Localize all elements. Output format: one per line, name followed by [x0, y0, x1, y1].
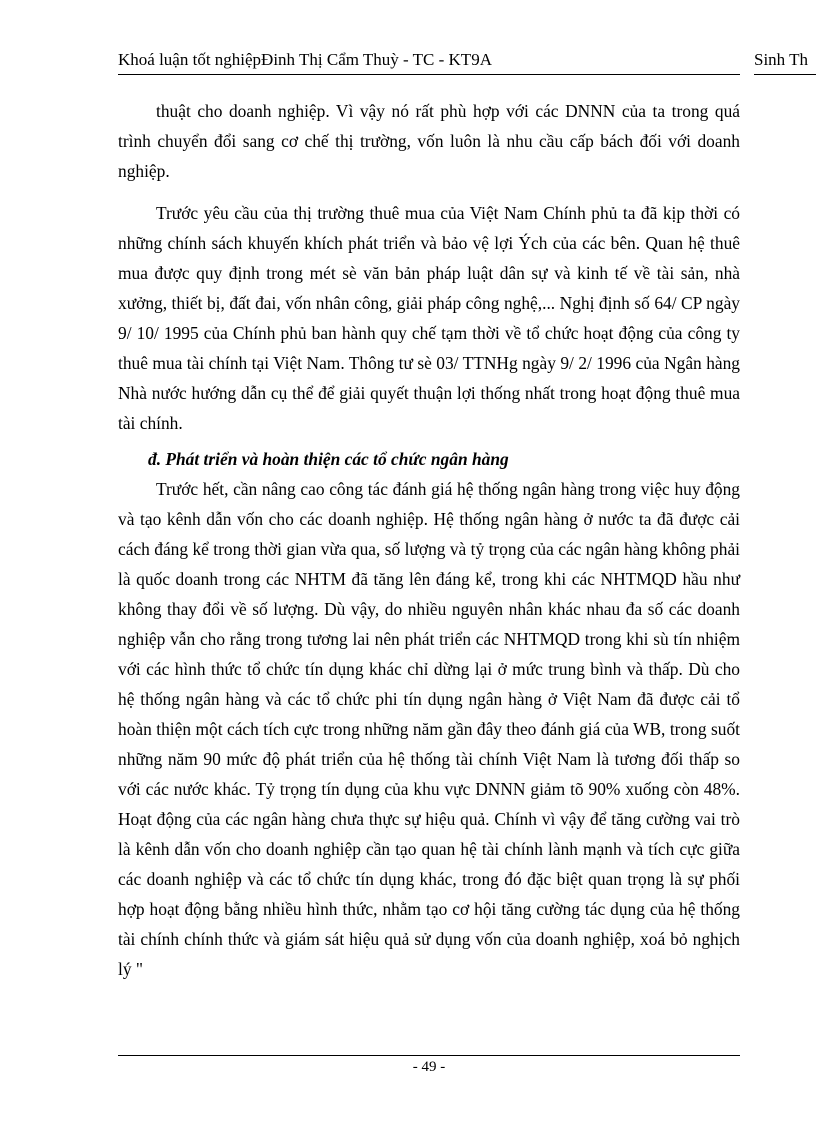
- section-subheading: đ. Phát triển và hoàn thiện các tổ chức ngân hàng: [148, 449, 509, 469]
- header-rule: [118, 74, 740, 75]
- header-rule-right: [754, 74, 816, 75]
- header-title: Khoá luận tốt nghiệpĐinh Thị Cẩm Thuỳ - TC - KT9A: [118, 50, 492, 69]
- body-paragraph-continued: thuật cho doanh nghiệp. Vì vậy nó rất phù hợp với các DNNN của ta trong quá trình chuyển đổi sang cơ chế thị trường, vốn luôn là nhu cầu cấp bách đối với doanh nghiệp.: [118, 101, 740, 181]
- body-paragraph-leasing-policy: Trước yêu cầu của thị trường thuê mua của Việt Nam Chính phủ ta đã kịp thời có những chính sách khuyến khích phát triển và bảo vệ lợi Ých của các bên. Quan hệ thuê mua được quy định trong mét sè văn bản pháp luật dân sự và kinh tế về tài sản, nhà xưởng, thiết bị, đất đai, vốn nhân công, giải pháp công nghệ,... Nghị định số 64/ CP ngày 9/ 10/ 1995 của Chính phủ ban hành quy chế tạm thời về tổ chức hoạt động của công ty thuê mua tài chính tại Việt Nam. Thông tư sè 03/ TTNHg ngày 9/ 2/ 1996 của Ngân hàng Nhà nước hướng dẫn cụ thể để giải quyết thuận lợi thống nhất trong hoạt động thuê mua tài chính.: [118, 203, 740, 433]
- header-author-label: Sinh Th: [754, 50, 809, 69]
- page-number: - 49 -: [412, 1059, 446, 1075]
- page-header: [118, 50, 816, 74]
- footer-rule: [118, 1055, 740, 1056]
- document-body: [118, 96, 740, 984]
- body-paragraph-banking: Trước hết, cần nâng cao công tác đánh giá hệ thống ngân hàng trong việc huy động và tạo kênh dẫn vốn cho các doanh nghiệp. Hệ thống ngân hàng ở nước ta đã được cải cách đáng kể trong thời gian vừa qua, số lượng và tỷ trọng của các ngân hàng không phải là quốc doanh trong các NHTM đã tăng lên đáng kể, trong khi các NHTMQD hầu như không thay đổi về số lượng. Dù vậy, do nhiều nguyên nhân khác nhau đa số các doanh nghiệp vẫn cho rằng trong tương lai nên phát triển các NHTMQD trong khi sù tín nhiệm với các hình thức tổ chức tín dụng khác chỉ dừng lại ở mức trung bình và thấp. Dù cho hệ thống ngân hàng và các tổ chức phi tín dụng ngân hàng ở Việt Nam đã được cải tổ hoàn thiện một cách tích cực trong những năm gần đây theo đánh giá của WB, trong suốt những năm 90 mức độ phát triển của hệ thống tài chính Việt Nam là tương đối thấp so với các nước khác. Tỷ trọng tín dụng của khu vực DNNN giảm tõ 90% xuống còn 48%. Hoạt động của các ngân hàng chưa thực sự hiệu quả. Chính vì vậy để tăng cường vai trò là kênh dẫn vốn cho doanh nghiệp cần tạo quan hệ tài chính lành mạnh và tích cực giữa các doanh nghiệp và các tổ chức tín dụng khác, trong đó đặc biệt quan trọng là sự phối hợp hoạt động bằng nhiều hình thức, nhằm tạo cơ hội tăng cường tác dụng của hệ thống tài chính chính thức và giám sát hiệu quả sử dụng vốn của doanh nghiệp, xoá bỏ nghịch lý ": [118, 479, 740, 979]
